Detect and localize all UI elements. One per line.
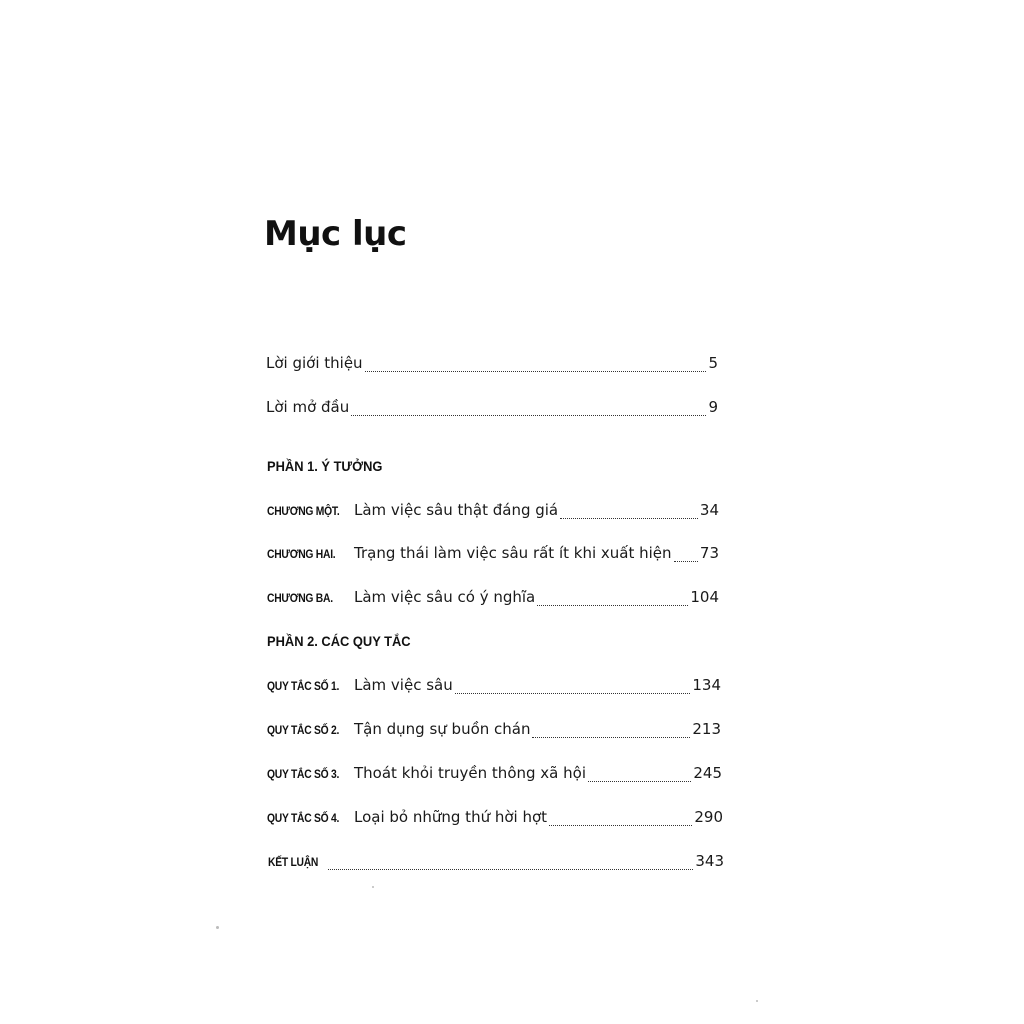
dot-leader: [328, 869, 693, 870]
chapter-label: CHƯƠNG HAI.: [267, 547, 336, 561]
toc-entry-rule-3: [267, 764, 722, 788]
toc-entry-text: Loại bỏ những thứ hời hợt: [354, 808, 548, 826]
dot-leader: [674, 561, 698, 562]
toc-entry-preface: [266, 398, 718, 422]
toc-entry-text: Làm việc sâu thật đáng giá: [354, 501, 559, 519]
toc-page-number: 245: [693, 764, 722, 782]
toc-entry-text: Làm việc sâu có ý nghĩa: [354, 588, 536, 606]
toc-entry-text: Lời mở đầu: [266, 398, 350, 416]
toc-entry-text: Lời giới thiệu: [266, 354, 363, 372]
dot-leader: [455, 693, 691, 694]
toc-entry-text: Làm việc sâu: [354, 676, 453, 694]
rule-label: QUY TẮC SỐ 4.: [267, 811, 340, 825]
scan-speck: [372, 886, 374, 888]
toc-entry-chapter-1: [267, 501, 719, 525]
toc-page-number: 134: [692, 676, 721, 694]
dot-leader: [588, 781, 691, 782]
toc-entry-text: Thoát khỏi truyền thông xã hội: [354, 764, 586, 782]
dot-leader: [560, 518, 698, 519]
scan-speck: [756, 1000, 758, 1002]
toc-entry-introduction: [266, 354, 718, 378]
toc-entry-text: Tận dụng sự buồn chán: [354, 720, 531, 738]
toc-entry-chapter-2: [267, 544, 719, 568]
part-heading: PHẦN 2. CÁC QUY TẮC: [267, 633, 411, 649]
toc-entry-rule-4: [267, 808, 723, 832]
toc-page-number: 34: [699, 501, 719, 519]
toc-entry-conclusion: [268, 852, 724, 876]
toc-page-number: 5: [708, 354, 718, 372]
page-title: Mục lục: [264, 214, 407, 254]
rule-label: QUY TẮC SỐ 1.: [267, 679, 340, 693]
dot-leader: [549, 825, 692, 826]
rule-label: QUY TẮC SỐ 3.: [267, 767, 340, 781]
toc-entry-chapter-3: [267, 588, 719, 612]
toc-page-number: 104: [690, 588, 719, 606]
conclusion-label: KẾT LUẬN: [268, 855, 319, 869]
toc-page-number: 343: [695, 852, 724, 870]
dot-leader: [532, 737, 690, 738]
chapter-label: CHƯƠNG BA.: [267, 591, 333, 605]
chapter-label: CHƯƠNG MỘT.: [267, 504, 340, 518]
toc-page-number: 213: [692, 720, 721, 738]
dot-leader: [537, 605, 688, 606]
toc-entry-rule-1: [267, 676, 721, 700]
part-heading: PHẦN 1. Ý TƯỞNG: [267, 458, 383, 474]
dot-leader: [365, 371, 707, 372]
scan-speck: [216, 926, 219, 929]
toc-entry-rule-2: [267, 720, 721, 744]
rule-label: QUY TẮC SỐ 2.: [267, 723, 340, 737]
toc-page-number: 73: [699, 544, 719, 562]
toc-entry-text: Trạng thái làm việc sâu rất ít khi xuất hiện: [354, 544, 672, 562]
toc-page-number: 290: [694, 808, 723, 826]
toc-page-number: 9: [708, 398, 718, 416]
dot-leader: [351, 415, 706, 416]
